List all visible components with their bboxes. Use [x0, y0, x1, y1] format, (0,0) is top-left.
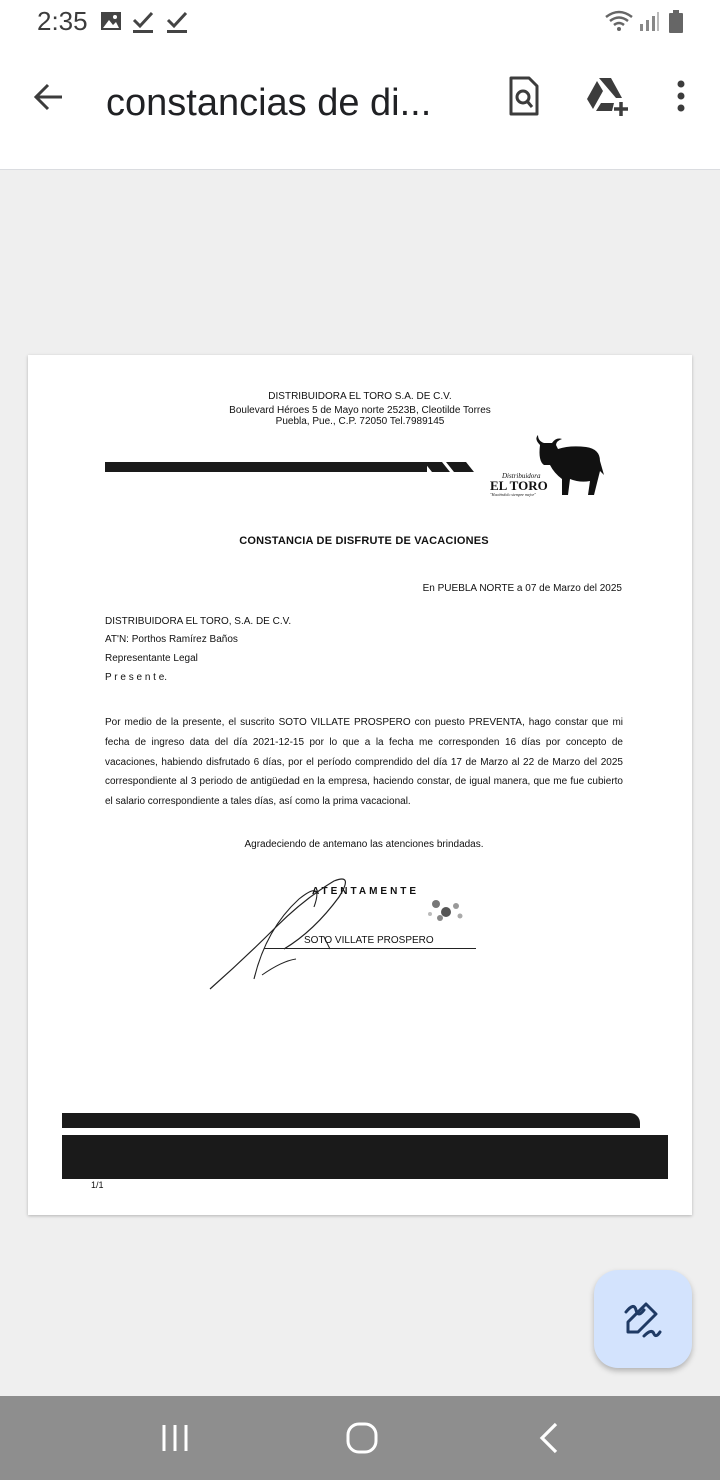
company-city: Puebla, Pue., C.P. 72050 Tel.7989145 — [275, 416, 445, 427]
header-bar — [105, 462, 427, 472]
more-options-button[interactable] — [657, 72, 705, 120]
document-title: constancias de di... — [106, 82, 432, 124]
image-icon — [100, 10, 122, 32]
check-icon — [132, 10, 154, 34]
company-name: DISTRIBUIDORA EL TORO S.A. DE C.V. — [268, 391, 452, 402]
signature-line — [264, 948, 476, 949]
page-number: 1/1 — [91, 1180, 104, 1190]
thanks-line: Agradeciendo de antemano las atenciones brindadas. — [244, 839, 484, 850]
add-to-drive-button[interactable] — [582, 72, 630, 120]
edit-sign-button[interactable] — [594, 1270, 692, 1368]
signal-icon — [638, 10, 660, 32]
date-line: En PUEBLA NORTE a 07 de Marzo del 2025 — [422, 583, 622, 594]
edit-sign-icon — [622, 1298, 664, 1340]
more-vert-icon — [657, 72, 705, 120]
back-button[interactable] — [26, 74, 72, 120]
closing: ATENTAMENTE — [312, 886, 420, 897]
logo-distribuidora: Distribuidora — [502, 472, 541, 480]
wifi-icon — [604, 10, 634, 32]
document-heading: CONSTANCIA DE DISFRUTE DE VACACIONES — [239, 535, 489, 547]
recents-button[interactable] — [145, 1416, 205, 1460]
footer-bar-top — [62, 1113, 640, 1128]
check-icon — [166, 10, 188, 34]
back-nav-button[interactable] — [520, 1416, 580, 1460]
drive-add-icon — [582, 72, 630, 120]
document-page[interactable] — [28, 355, 692, 1215]
recents-icon — [145, 1416, 205, 1460]
status-time: 2:35 — [37, 6, 88, 36]
home-button[interactable] — [332, 1416, 392, 1460]
seal-stamp-icon — [420, 890, 472, 930]
logo-slogan: "Haciéndolo siempre mejor" — [490, 492, 536, 497]
signer-name: SOTO VILLATE PROSPERO — [304, 935, 434, 946]
status-bar — [0, 0, 720, 44]
recipient-attn: AT'N: Porthos Ramírez Baños — [105, 634, 238, 645]
body-paragraph: Por medio de la presente, el suscrito SOTO VILLATE PROSPERO con puesto PREVENTA, hago constar que mi fecha de ingreso data del día 2021-12-15 por lo que a la fecha me corresponden 16 días por concepto de vacaciones, habiendo disfrutado 6 días, por el período comprendido del día 17 de Marzo al 22 de Marzo del 2025 correspondiente al 3 periodo de antigüedad en la empresa, haciendo constar, de igual manera, que me fue cubierto el salario correspondiente a tales días, así como la prima vacacional. — [105, 717, 623, 808]
search-document-icon — [499, 72, 547, 120]
header-bar-stripes — [424, 462, 484, 473]
back-arrow-icon — [26, 74, 72, 120]
app-bar — [0, 44, 720, 170]
footer-bar-bottom — [62, 1135, 668, 1179]
signature-icon — [204, 869, 384, 994]
recipient-company: DISTRIBUIDORA EL TORO, S.A. DE C.V. — [105, 616, 292, 627]
company-address: Boulevard Héroes 5 de Mayo norte 2523B, Cleotilde Torres — [229, 405, 491, 416]
navigation-bar — [0, 1396, 720, 1480]
battery-icon — [668, 10, 684, 34]
logo-name: EL TORO — [490, 478, 548, 493]
back-icon — [520, 1416, 580, 1460]
recipient-presente: P r e s e n t e. — [105, 672, 168, 683]
recipient-role: Representante Legal — [105, 653, 198, 664]
search-document-button[interactable] — [499, 72, 547, 120]
home-icon — [332, 1416, 392, 1460]
